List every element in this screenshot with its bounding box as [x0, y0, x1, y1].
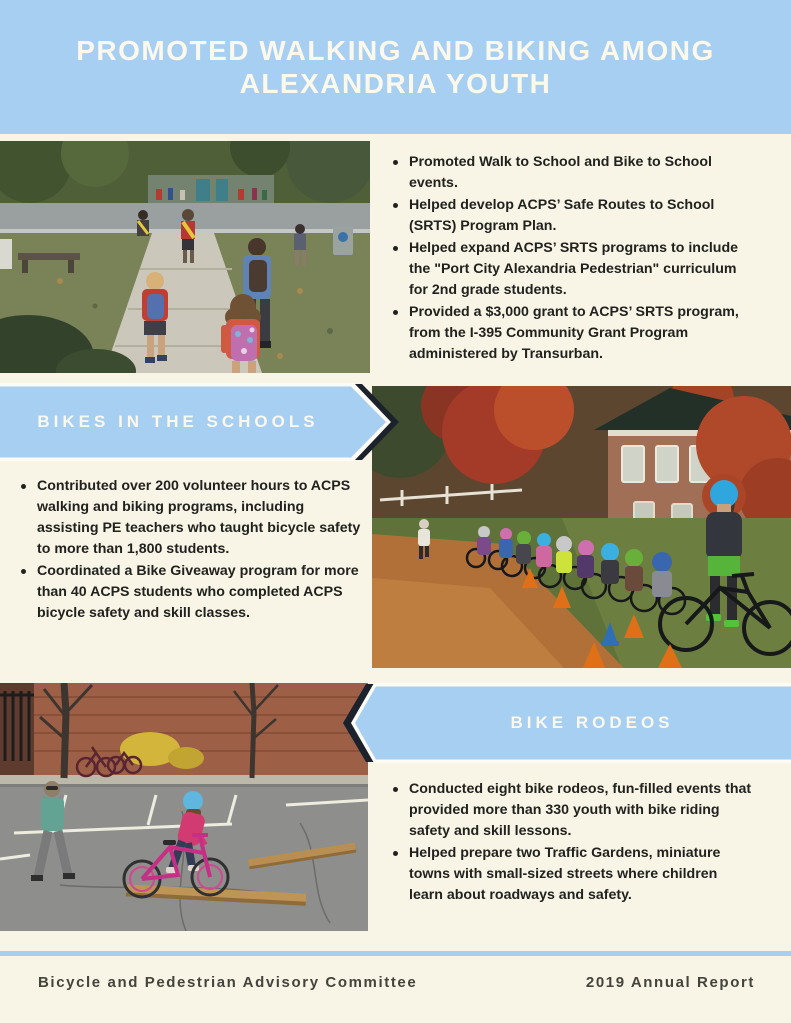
bikes-in-schools-bullet-list — [16, 476, 364, 625]
bullet-item: Helped prepare two Traffic Gardens, miniature towns with small-sized streets where children learn about roadways and safety. — [388, 843, 754, 906]
section-heading-bike-rodeos: BIKE RODEOS — [510, 713, 674, 732]
bullet-item: Helped develop ACPS’ Safe Routes to School (SRTS) Program Plan. — [388, 195, 756, 237]
bullet-item: Helped expand ACPS’ SRTS programs to include the "Port City Alexandria Pedestrian" curriculum for 2nd grade students. — [388, 238, 756, 301]
bikes-in-schools-photo — [372, 386, 791, 668]
bullet-item: Promoted Walk to School and Bike to School events. — [388, 152, 756, 194]
footer-committee-name: Bicycle and Pedestrian Advisory Committee — [38, 974, 418, 991]
bullet-item: Coordinated a Bike Giveaway program for more than 40 ACPS students who completed ACPS bicycle safety and skill classes. — [16, 561, 364, 624]
bullet-item: Contributed over 200 volunteer hours to ACPS walking and biking programs, including assisting PE teachers who taught bicycle safety to more than 1,800 students. — [16, 476, 364, 560]
bike-rodeos-ribbon — [343, 683, 791, 763]
footer-divider-line — [0, 951, 791, 956]
footer — [0, 974, 791, 991]
bullet-item: Provided a $3,000 grant to ACPS’ SRTS program, from the I-395 Community Grant Program administered by Transurban. — [388, 302, 756, 365]
bikes-in-schools-ribbon — [0, 383, 400, 461]
walk-school-bullet-list — [388, 152, 756, 366]
footer-report-title: 2019 Annual Report — [585, 974, 755, 991]
bike-rodeos-bullet-list — [388, 779, 754, 907]
bullet-item: Conducted eight bike rodeos, fun-filled events that provided more than 330 youth with bike riding safety and skill lessons. — [388, 779, 754, 842]
page-title: PROMOTED WALKING AND BIKING AMONG ALEXANDRIA YOUTH — [76, 35, 715, 99]
section-heading-bikes-in-schools: BIKES IN THE SCHOOLS — [37, 412, 319, 431]
walk-to-school-photo — [0, 141, 370, 373]
bike-rodeo-photo — [0, 683, 368, 931]
title-banner — [0, 0, 791, 134]
